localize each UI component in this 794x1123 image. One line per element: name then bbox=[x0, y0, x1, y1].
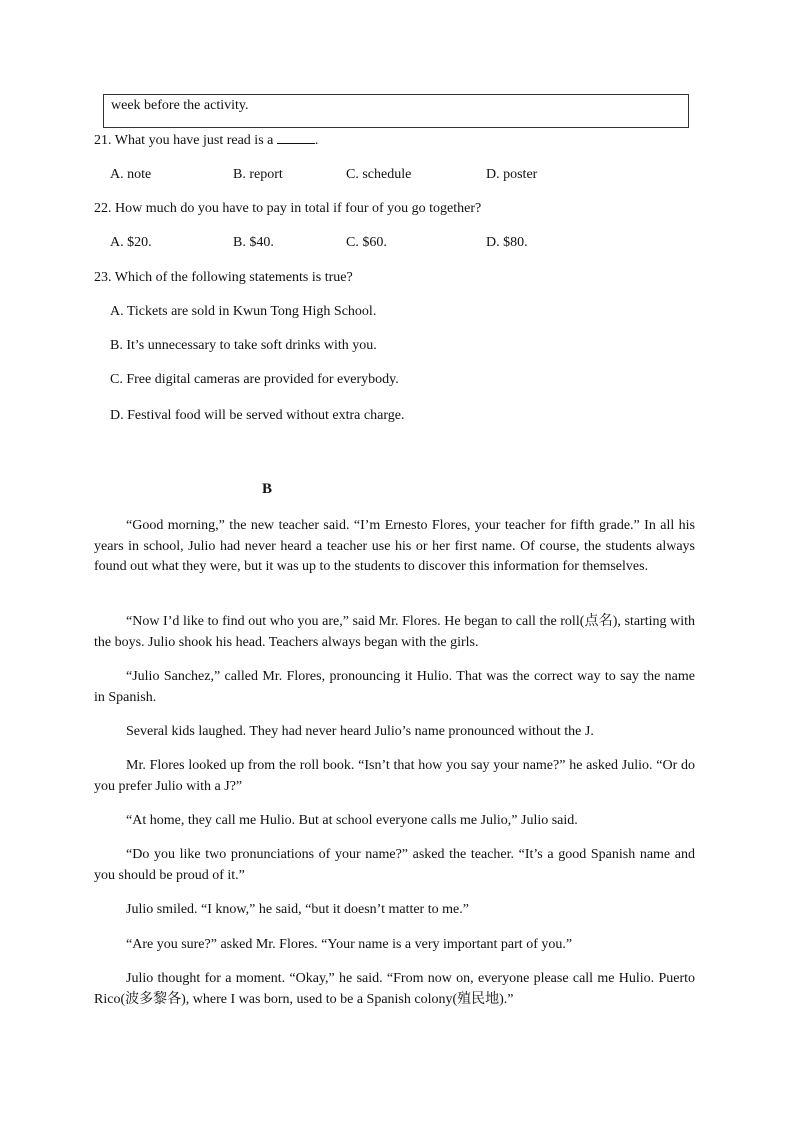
passage-paragraph-3: “Julio Sanchez,” called Mr. Flores, pronouncing it Hulio. That was the correct way to say the name in Spanish. bbox=[94, 669, 695, 705]
q22-option-d: D. $80. bbox=[486, 235, 528, 250]
q22-option-c: C. $60. bbox=[346, 235, 387, 250]
passage-paragraph-2: “Now I’d like to find out who you are,” said Mr. Flores. He began to call the roll(点名), starting with the boys. Julio shook his head. Teachers always began with the girls. bbox=[94, 614, 695, 650]
q21-option-a: A. note bbox=[110, 167, 152, 182]
q22-option-b: B. $40. bbox=[233, 235, 274, 250]
passage-paragraph-5: Mr. Flores looked up from the roll book. “Isn’t that how you say your name?” he asked Julio. “Or do you prefer Julio with a J?” bbox=[94, 758, 695, 794]
q23-option-b: B. It’s unnecessary to take soft drinks with you. bbox=[110, 338, 377, 353]
q21-option-b: B. report bbox=[233, 167, 283, 182]
passage-paragraph-10: Julio thought for a moment. “Okay,” he said. “From now on, everyone please call me Hulio. Puerto Rico(波多黎各), where I was born, used to be a Spanish colony(殖民地).” bbox=[94, 971, 695, 1007]
passage-paragraph-7: “Do you like two pronunciations of your name?” asked the teacher. “It’s a good Spanish name and you should be proud of it.” bbox=[94, 847, 695, 883]
q23-option-c: C. Free digital cameras are provided for everybody. bbox=[110, 372, 399, 387]
notice-box-text: week before the activity. bbox=[111, 98, 249, 113]
answer-blank bbox=[277, 133, 315, 144]
question-21-period: . bbox=[314, 133, 319, 148]
q23-option-d: D. Festival food will be served without extra charge. bbox=[110, 408, 405, 423]
notice-box-bottom bbox=[103, 94, 689, 128]
question-21-text: 21. What you have just read is a bbox=[94, 133, 274, 148]
q23-option-a: A. Tickets are sold in Kwun Tong High School. bbox=[110, 304, 377, 319]
q21-option-c: C. schedule bbox=[346, 167, 412, 182]
passage-paragraph-1: “Good morning,” the new teacher said. “I’m Ernesto Flores, your teacher for fifth grade.” In all his years in school, Julio had never heard a teacher use his or her first name. Of course, the students always found out what they were, but it was up to the students to discover this information for themselves. bbox=[94, 518, 695, 574]
passage-paragraph-9: “Are you sure?” asked Mr. Flores. “Your name is a very important part of you.” bbox=[126, 937, 573, 952]
q21-option-d: D. poster bbox=[486, 167, 538, 182]
q22-option-a: A. $20. bbox=[110, 235, 152, 250]
passage-paragraph-4: Several kids laughed. They had never heard Julio’s name pronounced without the J. bbox=[126, 724, 594, 739]
section-heading-b: B bbox=[262, 481, 273, 497]
question-21-stem bbox=[94, 133, 318, 149]
question-23-stem: 23. Which of the following statements is true? bbox=[94, 270, 353, 285]
question-22-stem: 22. How much do you have to pay in total if four of you go together? bbox=[94, 201, 482, 216]
passage-paragraph-8: Julio smiled. “I know,” he said, “but it doesn’t matter to me.” bbox=[126, 902, 469, 917]
passage-paragraph-6: “At home, they call me Hulio. But at school everyone calls me Julio,” Julio said. bbox=[126, 813, 578, 828]
